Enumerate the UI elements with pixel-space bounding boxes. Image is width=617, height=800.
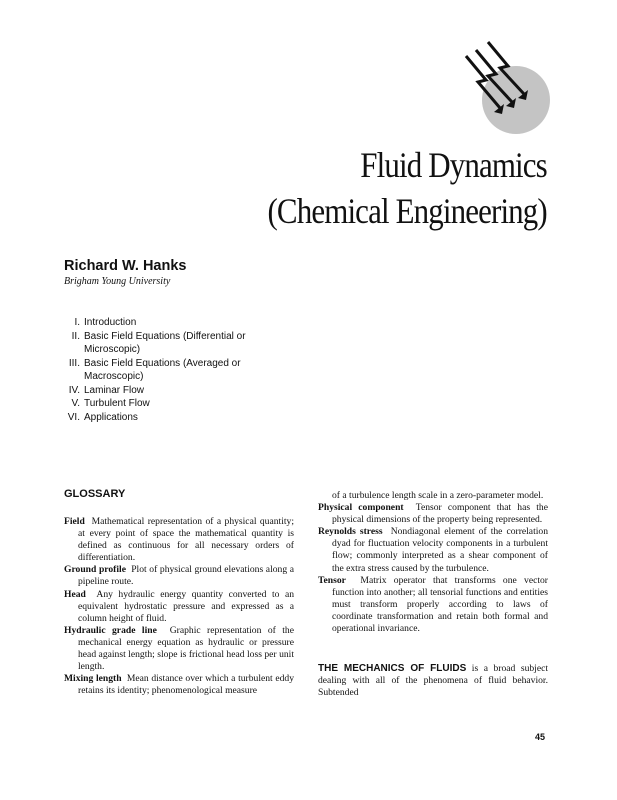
body-lead: THE MECHANICS OF FLUIDS (318, 663, 467, 675)
outline-item: VI. Applications (67, 411, 138, 423)
glossary-entry (64, 673, 294, 697)
glossary-entry (318, 526, 548, 574)
glossary-term: Reynolds stress (318, 526, 383, 538)
page-number: 45 (534, 732, 545, 742)
outline-item: IV. Laminar Flow (68, 384, 145, 396)
glossary-entry (64, 589, 294, 625)
glossary-term: Field (64, 516, 85, 527)
title-line-2: (Chemical Engineering) (267, 191, 547, 231)
author-affiliation: Brigham Young University (64, 276, 171, 287)
author-name: Richard W. Hanks (64, 258, 187, 274)
glossary-entry (64, 564, 294, 588)
glossary-definition: Any hydraulic energy quantity converted to an equivalent hydrostatic pressure and expressed as a column height of fluid. (78, 588, 294, 624)
glossary-entry (64, 625, 294, 673)
glossary-definition: Matrix operator that transforms one vector function into another; all tensorial functions and entities must transform properly according to laws of coordinate transformation and retain both formal and operational invariance. (332, 574, 549, 635)
glossary-term: Ground profile (64, 564, 126, 576)
glossary-entry (318, 575, 548, 635)
glossary-definition: Tensor component that has the physical dimensions of the property being represented. (332, 502, 548, 526)
glossary-term: Hydraulic grade line (64, 624, 157, 636)
glossary-term: Physical component (318, 502, 404, 514)
glossary-definition: Mathematical representation of a physical quantity; at every point of space the mathematical quantity is defined as continuous for all necessary orders of differentiation. (78, 516, 294, 564)
chapter-title (268, 142, 547, 234)
outline-item: II. Basic Field Equations (Differential or Microscopic) (71, 330, 246, 355)
outline-item: I. Introduction (74, 317, 137, 328)
glossary-definition: Plot of physical ground elevations along a pipeline route. (78, 564, 294, 588)
title-line-1: Fluid Dynamics (360, 145, 547, 185)
glossary-heading: GLOSSARY (64, 488, 126, 500)
glossary-right-column (318, 490, 548, 699)
glossary-definition: Mean distance over which a turbulent eddy retains its identity; phenomenological measure (78, 673, 295, 697)
outline-item: V. Turbulent Flow (71, 398, 150, 409)
outline-item: III. Basic Field Equations (Averaged or Macroscopic) (68, 357, 241, 382)
glossary-term: Mixing length (64, 673, 122, 685)
glossary-term: Tensor (318, 574, 346, 586)
glossary-entry (64, 516, 294, 564)
body-text: is a broad subject dealing with all of the phenomena of fluid behavior. Subtended (318, 663, 549, 699)
chapter-outline (62, 316, 302, 424)
glossary-continuation: of a turbulence length scale in a zero-parameter model. (332, 490, 544, 501)
glossary-entry (318, 502, 548, 526)
body-paragraph (318, 663, 548, 699)
glossary-definition: Graphic representation of the mechanical energy equation as hydraulic or pressure head against length; slope is frictional head loss per unit length. (78, 624, 294, 673)
glossary-left-column (64, 516, 294, 697)
glossary-definition: Nondiagonal element of the correlation dyad for fluctuation velocity components in a turbulent flow; commonly interpreted as a shear component of the extra stress caused by the turbulence. (332, 526, 548, 574)
chapter-logo-icon (460, 38, 552, 134)
glossary-term: Head (64, 588, 86, 600)
